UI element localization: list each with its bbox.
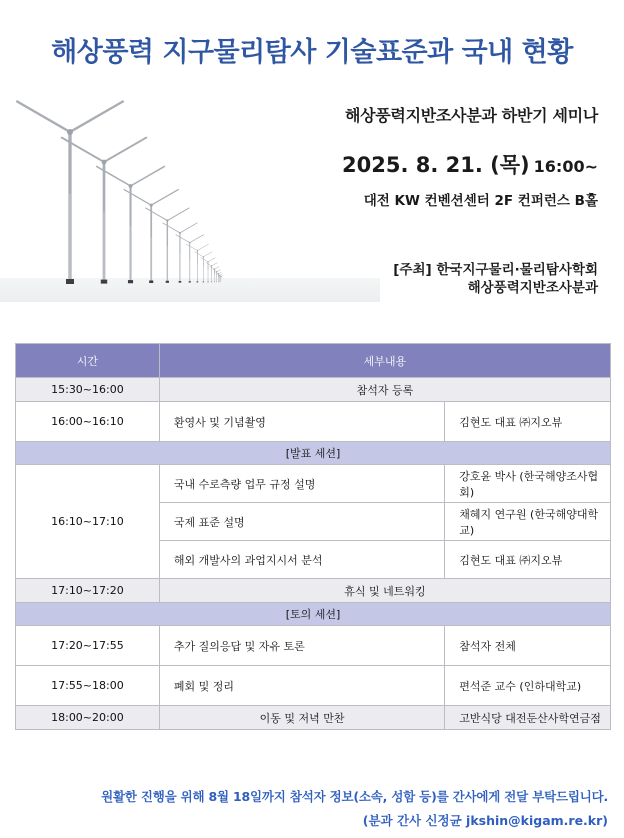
row-time: 15:30~16:00 <box>16 378 160 402</box>
row-presenter: 강호윤 박사 (한국해양조사협회) <box>445 465 611 503</box>
row-time: 17:10~17:20 <box>16 579 160 603</box>
section-label: [발표 세션] <box>16 442 611 465</box>
table-row <box>16 378 611 402</box>
row-presenter: 채혜지 연구원 (한국해양대학교) <box>445 503 611 541</box>
schedule-table <box>15 343 611 730</box>
header-time: 시간 <box>16 344 160 378</box>
event-venue: 대전 KW 컨벤션센터 2F 컨퍼런스 B홀 <box>363 193 598 209</box>
contact-text: (분과 간사 신정균 jkshin@kigam.re.kr) <box>362 813 608 828</box>
table-row <box>16 666 611 706</box>
row-presenter: 김현도 대표 ㈜지오뷰 <box>445 541 611 579</box>
row-task: 환영사 및 기념촬영 <box>159 402 444 442</box>
wind-turbine-photo <box>0 92 380 302</box>
row-task: 이동 및 저녁 만찬 <box>159 706 444 730</box>
section-label: [토의 세션] <box>16 603 611 626</box>
table-row <box>16 706 611 730</box>
event-host-sub: 해상풍력지반조사분과 <box>467 280 598 296</box>
event-datetime <box>342 149 598 179</box>
table-header-row <box>16 344 611 378</box>
table-row <box>16 465 611 503</box>
row-time: 18:00~20:00 <box>16 706 160 730</box>
section-row <box>16 442 611 465</box>
row-presenter: 편석준 교수 (인하대학교) <box>445 666 611 706</box>
event-time: 16:00~ <box>533 157 598 176</box>
row-task: 참석자 등록 <box>159 378 610 402</box>
row-task: 국제 표준 설명 <box>159 503 444 541</box>
table-row <box>16 626 611 666</box>
table-row <box>16 579 611 603</box>
section-row <box>16 603 611 626</box>
event-date: 2025. 8. 21. (목) <box>342 153 530 177</box>
row-task: 국내 수로측량 업무 규정 설명 <box>159 465 444 503</box>
event-host: [주최] 한국지구물리·물리탐사학회 <box>393 262 598 278</box>
notice-text: 원활한 진행을 위해 8월 18일까지 참석자 정보(소속, 성함 등)를 간사에게 전달 부탁드립니다. <box>101 789 608 804</box>
table-row <box>16 402 611 442</box>
row-presenter: 김현도 대표 ㈜지오뷰 <box>445 402 611 442</box>
row-time: 17:55~18:00 <box>16 666 160 706</box>
row-presenter: 고반식당 대전둔산사학연금점 <box>445 706 611 730</box>
page-title: 해상풍력 지구물리탐사 기술표준과 국내 현황 <box>51 37 573 68</box>
row-time: 16:10~17:10 <box>16 465 160 579</box>
row-time: 17:20~17:55 <box>16 626 160 666</box>
row-time: 16:00~16:10 <box>16 402 160 442</box>
header-detail: 세부내용 <box>159 344 610 378</box>
row-task: 해외 개발사의 과업지시서 분석 <box>159 541 444 579</box>
event-subtitle: 해상풍력지반조사분과 하반기 세미나 <box>344 106 598 125</box>
row-presenter: 참석자 전체 <box>445 626 611 666</box>
row-task: 휴식 및 네트워킹 <box>159 579 610 603</box>
row-task: 폐회 및 정리 <box>159 666 444 706</box>
row-task: 추가 질의응답 및 자유 토론 <box>159 626 444 666</box>
